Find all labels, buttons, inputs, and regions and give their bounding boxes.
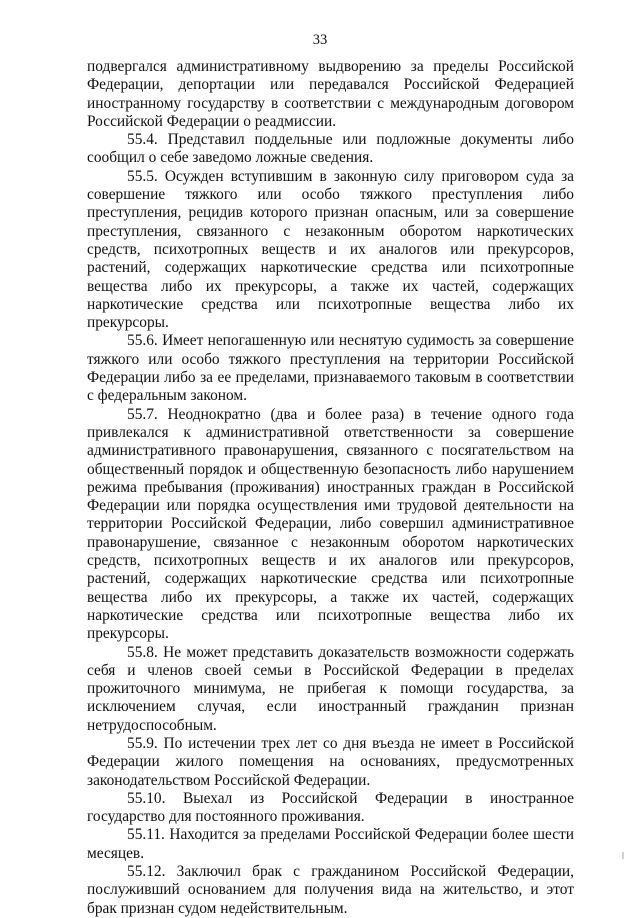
paragraph-55-11: 55.11. Находится за пределами Российской Федерации более шести месяцев. (87, 826, 574, 862)
paragraph-55-8: 55.8. Не может представить доказательств возможности содержать себя и членов своей семьи в Российской Федерации в пределах прожиточного минимума, не прибегая к помощи государства, за исключением случая, если иностранный гражданин признан нетрудоспособным. (87, 643, 574, 734)
paragraph-55-4: 55.4. Представил поддельные или подложные документы либо сообщил о себе заведомо ложные сведения. (87, 131, 574, 167)
paragraph-55-7: 55.7. Неоднократно (два и более раза) в течение одного года привлекался к административной ответственности за совершение административного правонарушения, связанного с посягательством на общественный порядок и общественную безопасность либо нарушением режима пребывания (проживания) иностранных граждан в Российской Федерации или порядка осуществления ими трудовой деятельности на территории Российской Федерации, либо совершил административное правонарушение, связанное с незаконным оборотом наркотических средств, психотропных веществ и их аналогов или прекурсоров, растений, содержащих наркотические средства или психотропные вещества либо их прекурсоры, а также их частей, содержащих наркотические средства или психотропные вещества либо их прекурсоры. (87, 405, 574, 643)
page-number: 33 (312, 32, 328, 48)
paragraph-55-5: 55.5. Осужден вступившим в законную силу приговором суда за совершение тяжкого или особо тяжкого преступления либо преступления, рецидив которого признан опасным, или за совершение преступления, связанного с незаконным оборотом наркотических средств, психотропных веществ и их аналогов или прекурсоров, растений, содержащих наркотические средства или психотропные вещества либо их прекурсоры, а также их частей, содержащих наркотические средства или психотропные вещества либо их прекурсоры. (87, 167, 574, 332)
paragraph-continuation: подвергался административному выдворению за пределы Российской Федерации, депортации или передавался Российской Федерацией иностранному государству в соответствии с международным договором Российской Федерации о реадмиссии. (87, 58, 574, 130)
paragraph-55-9: 55.9. По истечении трех лет со дня въезда не имеет в Российской Федерации жилого помещения на основаниях, предусмотренных законодательством Российской Федерации. (87, 734, 574, 789)
scan-artifact-mark (622, 852, 624, 859)
paragraph-55-12: 55.12. Заключил брак с гражданином Российской Федерации, послуживший основанием для получения вида на жительство, и этот брак признан судом недействительным. (87, 863, 574, 917)
paragraph-55-10: 55.10. Выехал из Российской Федерации в иностранное государство для постоянного проживания. (87, 789, 574, 826)
document-body (87, 58, 574, 918)
paragraph-55-6: 55.6. Имеет непогашенную или неснятую судимость за совершение тяжкого или особо тяжкого преступления на территории Российской Федерации либо за ее пределами, признаваемого таковым в соответствии с федеральным законом. (87, 332, 574, 405)
